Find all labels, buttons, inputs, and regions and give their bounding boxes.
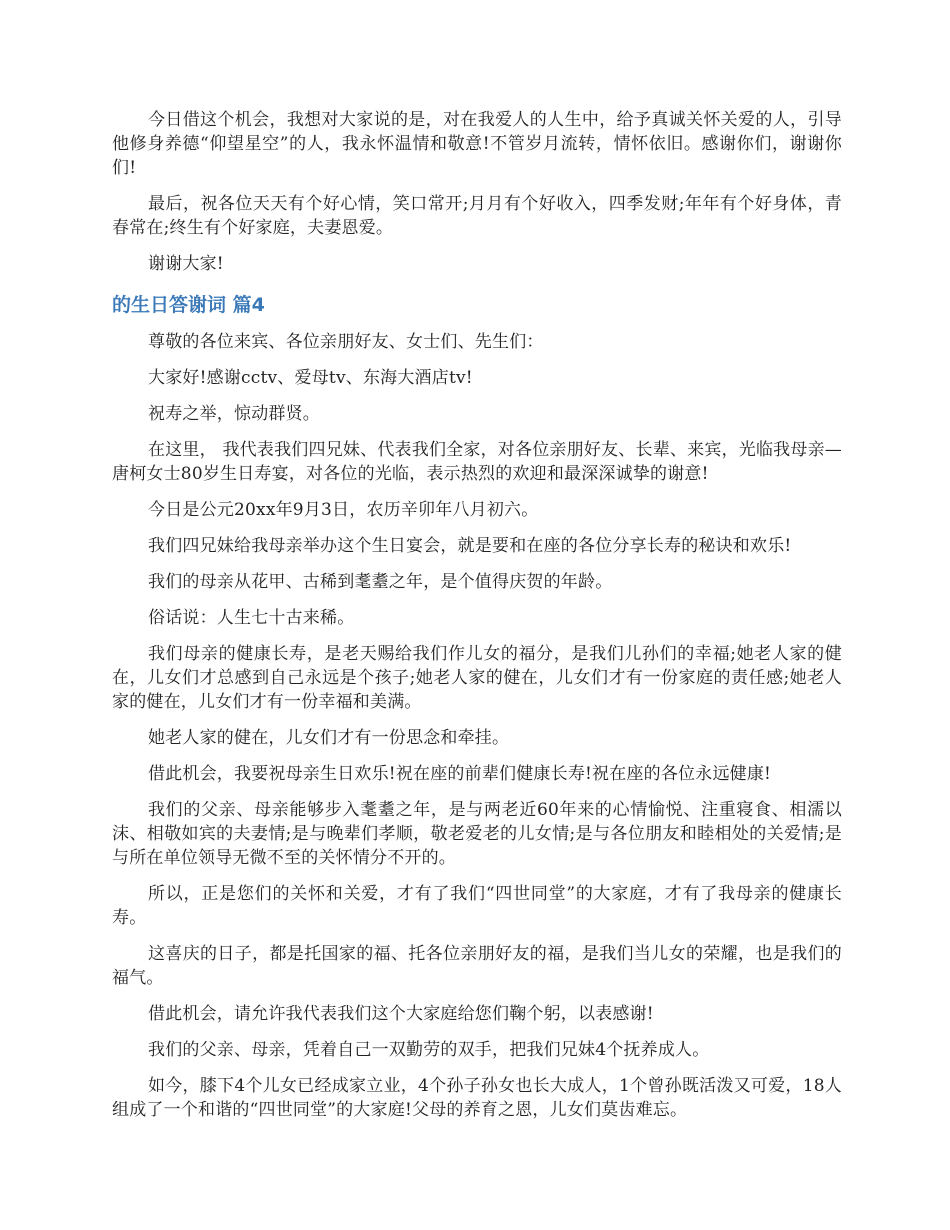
section-paragraph: 这喜庆的日子，都是托国家的福、托各位亲朋好友的福，是我们当儿女的荣耀，也是我们的福气。 [112, 944, 842, 988]
section-paragraph: 我们母亲的健康长寿，是老天赐给我们作儿女的福分，是我们儿孙们的幸福;她老人家的健在，儿女们才总感到自己永远是个孩子;她老人家的健在，儿女们才有一份家庭的责任感;她老人家的健在，儿女们才有一份幸福和美满。 [112, 644, 842, 712]
section-paragraph: 大家好!感谢cctv、爱母tv、东海大酒店tv! [148, 368, 473, 388]
intro-paragraph: 今日借这个机会，我想对大家说的是，对在我爱人的人生中，给予真诚关怀关爱的人，引导他修身养德“仰望星空”的人，我永怀温情和敬意!不管岁月流转，情怀依旧。感谢你们，谢谢你们! [112, 110, 842, 178]
section-paragraph: 所以，正是您们的关怀和关爱，才有了我们“四世同堂”的大家庭，才有了我母亲的健康长寿。 [112, 884, 842, 928]
section-paragraph: 我们的父亲、母亲，凭着自己一双勤劳的双手，把我们兄妹4个抚养成人。 [148, 1040, 710, 1060]
section-paragraph: 俗话说：人生七十古来稀。 [148, 608, 355, 628]
section-paragraph: 尊敬的各位来宾、各位亲朋好友、女士们、先生们： [148, 332, 544, 352]
document-page [112, 108, 842, 1134]
section-paragraph: 祝寿之举，惊动群贤。 [148, 404, 320, 424]
section-paragraph: 我们的父亲、母亲能够步入耄耋之年，是与两老近60年来的心情愉悦、注重寝食、相濡以沫、相敬如宾的夫妻情;是与晚辈们孝顺，敬老爱老的儿女情;是与各位朋友和睦相处的关爱情;是与所在单位领导无微不至的关怀情分不开的。 [112, 800, 842, 868]
section-paragraph: 在这里， 我代表我们四兄妹、代表我们全家，对各位亲朋好友、长辈、来宾，光临我母亲—唐柯女士80岁生日寿宴，对各位的光临，表示热烈的欢迎和最深深诚挚的谢意! [112, 440, 842, 484]
section-paragraph: 我们四兄妹给我母亲举办这个生日宴会，就是要和在座的各位分享长寿的秘诀和欢乐! [148, 536, 792, 556]
section-paragraph: 借此机会，我要祝母亲生日欢乐!祝在座的前辈们健康长寿!祝在座的各位永远健康! [148, 764, 772, 784]
section-paragraph: 如今，膝下4个儿女已经成家立业，4个孙子孙女也长大成人，1个曾孙既活泼又可爱，18人组成了一个和谐的“四世同堂”的大家庭!父母的养育之恩，儿女们莫齿难忘。 [112, 1076, 842, 1120]
section-title: 的生日答谢词 篇4 [112, 294, 265, 316]
section-paragraph: 我们的母亲从花甲、古稀到耄耋之年，是个值得庆贺的年龄。 [148, 572, 613, 592]
section-paragraph: 借此机会，请允许我代表我们这个大家庭给您们鞠个躬，以表感谢! [148, 1004, 654, 1024]
section-paragraph: 今日是公元20xx年9月3日，农历辛卯年八月初六。 [148, 500, 539, 520]
intro-paragraph: 谢谢大家! [148, 254, 224, 274]
intro-paragraph: 最后，祝各位天天有个好心情，笑口常开;月月有个好收入，四季发财;年年有个好身体，青春常在;终生有个好家庭，夫妻恩爱。 [112, 194, 842, 238]
section-paragraph: 她老人家的健在，儿女们才有一份思念和牵挂。 [148, 728, 510, 748]
